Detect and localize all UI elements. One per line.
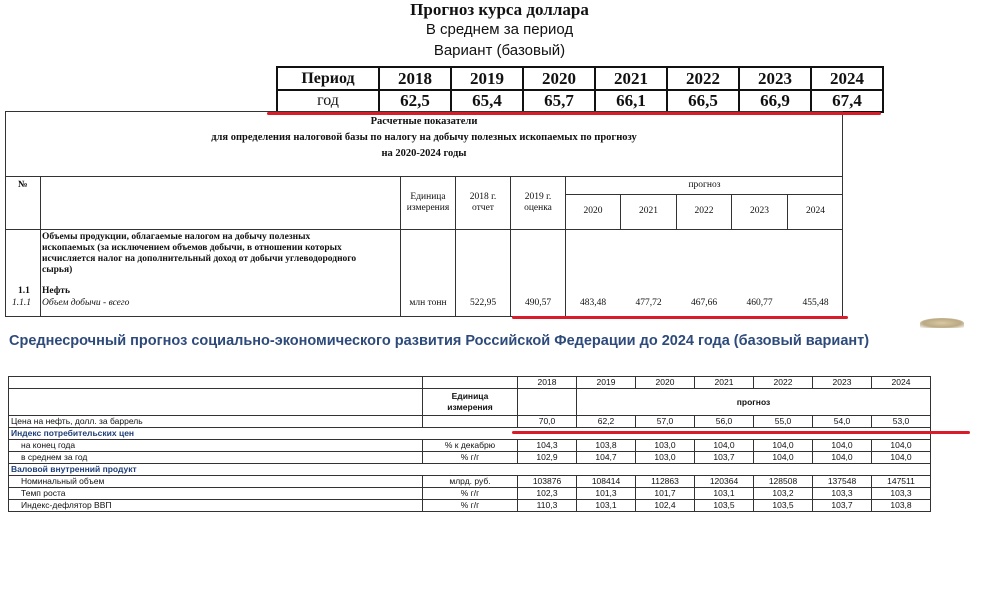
tax-grid-line [40,176,41,317]
tax-forecast-year: 2022 [694,206,714,216]
rate-value: 65,4 [451,90,523,112]
tax-col-number: № [18,180,28,190]
macro-value: 104,0 [813,452,872,464]
macro-value: 53,0 [872,416,931,428]
macro-header-blank [9,377,423,389]
rate-header-label: Период [277,67,379,90]
macro-forecast-label: прогноз [577,389,931,416]
rate-value: 66,1 [595,90,667,112]
tax-value: 490,57 [524,298,552,308]
macro-value: 56,0 [695,416,754,428]
rate-value: 67,4 [811,90,883,112]
tax-value: 477,72 [635,298,662,308]
tax-value: 455,48 [802,298,829,308]
macro-row [9,500,931,512]
macro-row-unit: % г/г [423,452,518,464]
rate-year: 2019 [451,67,523,90]
macro-value: 104,7 [577,452,636,464]
tax-grid-line [565,176,566,317]
macro-value: 104,0 [872,452,931,464]
tax-row-total-unit: млн тонн [409,298,447,308]
macro-row [9,488,931,500]
macro-value: 108414 [577,476,636,488]
macro-value: 101,7 [636,488,695,500]
tax-row-oil-number: 1.1 [18,286,30,296]
tax-row-total-label: Объем добычи - всего [42,298,130,308]
macro-value: 103,7 [695,452,754,464]
rate-value: 62,5 [379,90,451,112]
macro-value: 62,2 [577,416,636,428]
macro-value: 103,1 [695,488,754,500]
rate-year: 2021 [595,67,667,90]
emblem-icon [920,318,964,328]
macro-forecast-table [8,376,931,512]
tax-grid-line [5,176,843,177]
macro-value: 103,5 [695,500,754,512]
rate-year: 2024 [811,67,883,90]
tax-forecast-year: 2023 [750,206,769,216]
rate-forecast-subtitle-variant: Вариант (базовый) [433,42,566,59]
macro-header-blank [423,377,518,389]
macro-value: 54,0 [813,416,872,428]
macro-value: 104,0 [695,440,754,452]
tax-row-oil-label: Нефть [42,286,70,296]
tax-table-title: Расчетные показатели для определения налоговой базы по налогу на добычу полезных ископаемых по прогнозу на 2020-2024 годы [211,116,637,159]
macro-value: 103,0 [636,440,695,452]
macro-row-unit: % к декабрю [423,440,518,452]
macro-value: 103,8 [872,500,931,512]
macro-value: 103876 [518,476,577,488]
macro-year: 2019 [577,377,636,389]
macro-value: 103,8 [577,440,636,452]
macro-year: 2024 [872,377,931,389]
tax-col-2019: 2019 г. оценка [524,192,552,213]
macro-value: 102,4 [636,500,695,512]
macro-value: 70,0 [518,416,577,428]
rate-year: 2020 [523,67,595,90]
macro-value: 101,3 [577,488,636,500]
macro-row [9,440,931,452]
tax-grid-line [5,229,843,230]
macro-value: 110,3 [518,500,577,512]
tax-value: 522,95 [469,298,497,308]
macro-value: 103,1 [577,500,636,512]
macro-value: 104,0 [754,452,813,464]
macro-row [9,476,931,488]
macro-value: 147511 [872,476,931,488]
macro-value: 104,3 [518,440,577,452]
macro-value: 102,3 [518,488,577,500]
macro-value: 104,0 [754,440,813,452]
tax-description: Объемы продукции, облагаемые налогом на добычу полезных ископаемых (за исключением объемов добычи, в отношении которых исчисляется налог на дополнительный доход от добычи углеводородного сырья) [42,232,357,275]
rate-forecast-table [276,66,884,113]
macro-header-blank [9,389,423,416]
macro-year: 2022 [754,377,813,389]
macro-row-unit: % г/г [423,488,518,500]
rate-value: 65,7 [523,90,595,112]
rate-value: 66,9 [739,90,811,112]
macro-value: 104,0 [872,440,931,452]
macro-value: 57,0 [636,416,695,428]
highlight-underline [267,112,881,115]
macro-year: 2021 [695,377,754,389]
macro-section-label: Валовой внутренний продукт [9,464,931,476]
rate-forecast-subtitle-period: В среднем за период [425,21,574,38]
tax-grid-line [565,194,843,195]
macro-year: 2020 [636,377,695,389]
rate-row-label: год [277,90,379,112]
macro-unit-header: Единица измерения [423,389,518,416]
macro-row [9,452,931,464]
highlight-underline [512,316,848,319]
macro-value: 137548 [813,476,872,488]
tax-col-2018: 2018 г. отчет [469,192,497,213]
macro-year: 2018 [518,377,577,389]
macro-value: 103,3 [813,488,872,500]
rate-forecast-title: Прогноз курса доллара [410,0,589,19]
macro-value: 103,3 [872,488,931,500]
macro-forecast-title: Среднесрочный прогноз социально-экономического развития Российской Федерации до 2024 года (базовый вариант) [9,333,870,349]
macro-row-unit: % г/г [423,500,518,512]
tax-value: 460,77 [746,298,773,308]
macro-section-label: Индекс потребительских цен [9,428,931,440]
rate-year: 2023 [739,67,811,90]
macro-value: 128508 [754,476,813,488]
tax-value: 483,48 [579,298,607,308]
macro-row-label: в среднем за год [9,452,423,464]
macro-value: 55,0 [754,416,813,428]
macro-row-label: Номинальный объем [9,476,423,488]
macro-header-blank [518,389,577,416]
macro-row-unit [423,416,518,428]
tax-col-unit: Единица измерения [406,192,450,213]
highlight-underline [512,431,970,434]
rate-year: 2022 [667,67,739,90]
tax-forecast-year: 2021 [639,206,658,216]
macro-value: 112863 [636,476,695,488]
macro-row-label: Индекс-дефлятор ВВП [9,500,423,512]
tax-row-total-number: 1.1.1 [12,298,31,308]
macro-value: 102,9 [518,452,577,464]
macro-row-label: на конец года [9,440,423,452]
tax-forecast-year: 2020 [583,206,603,216]
macro-value: 103,2 [754,488,813,500]
macro-year: 2023 [813,377,872,389]
macro-value: 120364 [695,476,754,488]
macro-value: 103,5 [754,500,813,512]
macro-value: 103,0 [636,452,695,464]
macro-row-unit: млрд. руб. [423,476,518,488]
macro-row [9,416,931,428]
tax-value: 467,66 [690,298,718,308]
tax-forecast-year: 2024 [806,206,825,216]
macro-value: 104,0 [813,440,872,452]
tax-col-forecast: прогноз [688,180,721,190]
macro-row-label: Цена на нефть, долл. за баррель [9,416,423,428]
rate-value: 66,5 [667,90,739,112]
macro-section-row [9,464,931,476]
macro-value: 103,7 [813,500,872,512]
macro-row-label: Темп роста [9,488,423,500]
rate-year: 2018 [379,67,451,90]
